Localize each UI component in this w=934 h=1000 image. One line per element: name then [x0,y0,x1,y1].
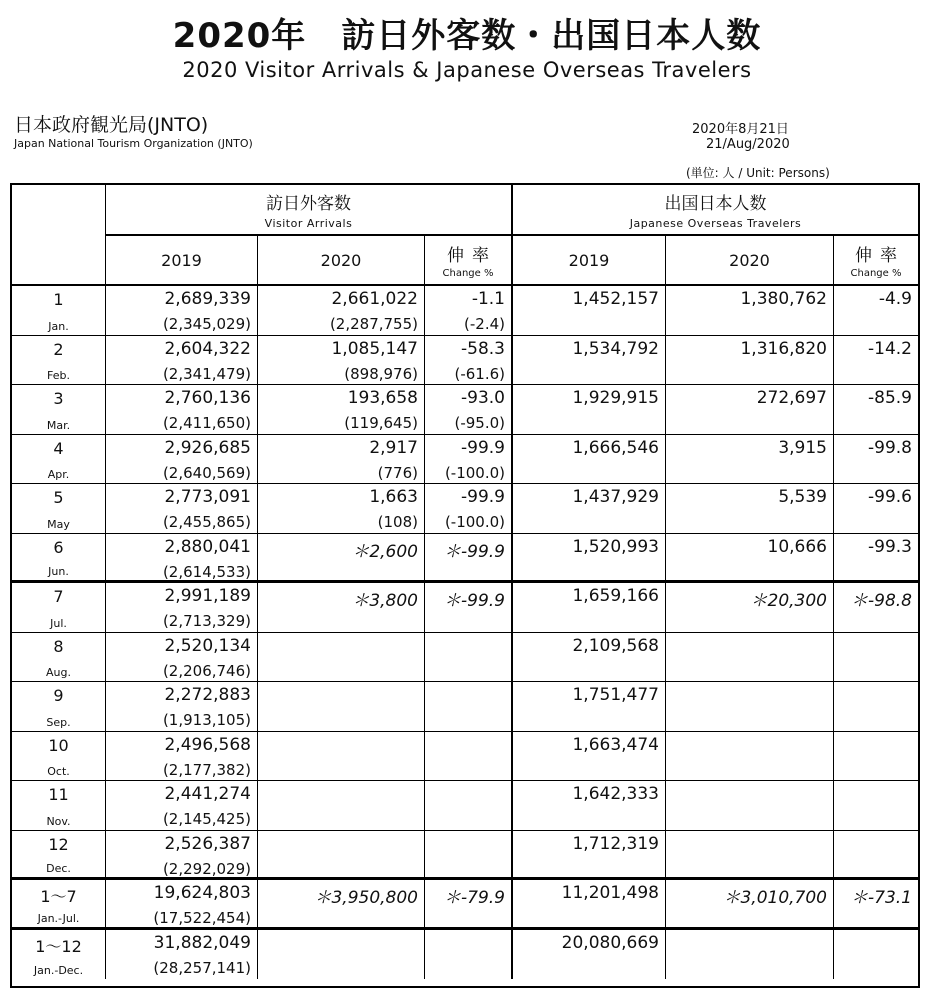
month-number: 1〜7 [40,887,77,906]
month-number: 5 [53,488,64,507]
primary-value: -58.3 [461,338,505,359]
month-name: May [47,517,70,531]
bracket-value: (119,645) [344,414,418,432]
organization-name-jp: 日本政府観光局(JNTO) [14,114,209,136]
publish-date-jp: 2020年8月21日 [692,122,789,137]
visitor-change-header [425,236,513,286]
change-label-jp: 伸率 [447,246,497,266]
primary-value: 1,452,157 [572,289,659,309]
bracket-value: (28,257,141) [153,958,251,977]
primary-value: -99.6 [868,487,912,507]
visitor-change-cell [425,484,513,534]
primary-value: ＊3,800 [352,591,418,611]
month-name: Jan.-Jul. [37,911,80,925]
primary-value: ＊20,300 [750,591,827,611]
bracket-value: (-100.0) [444,513,505,531]
month-name: Jul. [50,616,67,630]
bracket-value: (2,640,569) [162,463,251,482]
visitor-2020-cell [258,682,425,732]
overseas-2019-cell [513,880,666,930]
overseas-2020-cell [666,633,834,683]
overseas-2019-cell [513,781,666,831]
visitor-2019-cell [106,930,258,980]
primary-value: 1,642,333 [572,784,659,804]
overseas-change-cell [834,930,918,980]
month-cell [12,484,106,534]
primary-value: 2,604,322 [164,338,251,359]
overseas-2020-cell [666,484,834,534]
overseas-change-cell [834,583,918,633]
month-cell [12,583,106,633]
visitor-2019-cell [106,385,258,435]
visitor-change-cell [425,880,513,930]
overseas-2019-cell [513,633,666,683]
primary-value: 20,080,669 [561,932,659,953]
overseas-change-cell [834,336,918,386]
visitor-2019-cell [106,336,258,386]
overseas-2019-header [513,236,666,286]
primary-value: ＊-73.1 [851,888,912,908]
visitor-arrivals-title-en: Visitor Arrivals [264,217,353,230]
primary-value: 11,201,498 [561,883,659,903]
primary-value: -99.3 [868,536,912,557]
visitor-2019-cell [106,435,258,485]
overseas-change-cell [834,880,918,930]
primary-value: ＊-79.9 [444,888,505,908]
primary-value: 2,760,136 [164,388,251,408]
primary-value: 2,917 [369,437,418,458]
visitor-2020-header [258,236,425,286]
month-cell [12,633,106,683]
overseas-2020-cell [666,286,834,336]
visitor-2019-cell [106,880,258,930]
month-name: Oct. [47,765,70,778]
overseas-2020-cell [666,435,834,485]
visitor-2020-cell [258,534,425,584]
visitor-2019-cell [106,732,258,782]
primary-value: -14.2 [868,338,912,359]
overseas-change-cell [834,286,918,336]
bracket-value: (2,177,382) [162,760,251,779]
overseas-2019-cell [513,385,666,435]
bracket-value: (2,145,425) [162,810,251,828]
primary-value: -99.9 [461,437,505,458]
overseas-change-cell [834,633,918,683]
visitor-2020-cell [258,286,425,336]
primary-value: 1,751,477 [572,685,659,705]
statistics-table [10,183,920,988]
visitor-change-cell [425,435,513,485]
overseas-change-cell [834,534,918,584]
bracket-value: (2,614,533) [162,562,251,581]
month-name: Jan. [48,319,69,333]
bracket-value: (898,976) [344,364,418,383]
primary-value: -85.9 [868,388,912,408]
visitor-2020-cell [258,781,425,831]
visitor-2020-cell [258,831,425,881]
month-name: Mar. [46,418,71,432]
visitor-2019-header [106,236,258,286]
bracket-value: (2,455,865) [162,513,251,531]
bracket-value: (-2.4) [464,315,505,333]
primary-value: 2,109,568 [572,635,659,656]
overseas-change-cell [834,484,918,534]
primary-value: ＊-98.8 [851,591,912,611]
overseas-2019-cell [513,286,666,336]
month-name: Nov. [46,814,71,828]
month-cell [12,385,106,435]
organization-name-en: Japan National Tourism Organization (JNTO) [14,137,253,150]
visitor-2020-cell [258,435,425,485]
visitor-2020-cell [258,732,425,782]
primary-value: 1,437,929 [572,487,659,507]
bracket-value: (2,287,755) [329,315,418,333]
month-number: 1 [53,290,64,309]
visitor-2019-cell [106,286,258,336]
primary-value: 10,666 [767,536,827,557]
visitor-change-cell [425,732,513,782]
page-title-en: 2020 Visitor Arrivals & Japanese Overseas Travelers [182,58,752,82]
overseas-2019-cell [513,732,666,782]
overseas-travelers-title-en: Japanese Overseas Travelers [629,217,802,230]
month-cell [12,831,106,881]
month-cell [12,781,106,831]
visitor-change-cell [425,682,513,732]
bracket-value: (2,713,329) [162,612,251,630]
month-name: Dec. [46,862,71,875]
bracket-value: (17,522,454) [153,909,251,927]
overseas-change-cell [834,831,918,881]
primary-value: 1,085,147 [331,338,418,359]
month-cell [12,435,106,485]
primary-value: -1.1 [471,289,505,309]
overseas-2020-cell [666,831,834,881]
unit-label: (単位: 人 / Unit: Persons) [686,166,830,180]
primary-value: 1,534,792 [572,338,659,359]
visitor-2019-cell [106,682,258,732]
overseas-change-cell [834,385,918,435]
visitor-2019-cell [106,633,258,683]
visitor-2020-cell [258,583,425,633]
overseas-change-cell [834,682,918,732]
overseas-2019-cell [513,831,666,881]
overseas-change-cell [834,435,918,485]
primary-value: 193,658 [347,388,418,408]
overseas-2020-cell [666,781,834,831]
visitor-2020-cell [258,880,425,930]
overseas-travelers-header [513,185,918,236]
bracket-value: (2,341,479) [162,364,251,383]
overseas-2020-cell [666,336,834,386]
primary-value: 1,666,546 [572,437,659,458]
visitor-2020-cell [258,385,425,435]
visitor-change-cell [425,781,513,831]
primary-value: 2,880,041 [164,536,251,557]
bracket-value: (2,345,029) [162,315,251,333]
month-name: Jun. [48,565,69,578]
month-number: 12 [48,834,69,854]
primary-value: 2,496,568 [164,734,251,755]
visitor-2019-cell [106,583,258,633]
change-label-en: Change % [850,268,902,279]
bracket-value: (1,913,105) [162,711,251,729]
bracket-value: (2,206,746) [162,661,251,680]
primary-value: 2,689,339 [164,289,251,309]
month-number: 10 [48,735,69,755]
month-number: 8 [53,636,64,656]
primary-value: 1,520,993 [572,536,659,557]
year-label: 2020 [320,250,362,270]
month-number: 3 [53,389,64,408]
overseas-2020-header [666,236,834,286]
overseas-2019-cell [513,435,666,485]
primary-value: ＊2,600 [352,541,418,562]
month-name: Feb. [47,369,70,382]
year-label: 2019 [161,250,202,270]
year-label: 2019 [568,250,610,270]
primary-value: 2,991,189 [164,586,251,606]
primary-value: -4.9 [878,289,912,309]
month-cell [12,286,106,336]
bracket-value: (108) [377,513,418,531]
bracket-value: (-100.0) [444,463,505,482]
visitor-2019-cell [106,534,258,584]
page-title-jp: 2020年 訪日外客数・出国日本人数 [172,16,762,56]
month-cell [12,336,106,386]
primary-value: 2,926,685 [164,437,251,458]
overseas-change-header [834,236,918,286]
visitor-change-cell [425,583,513,633]
overseas-2020-cell [666,930,834,980]
overseas-2020-cell [666,732,834,782]
month-name: Jan.-Dec. [33,964,84,977]
month-number: 7 [53,587,64,606]
month-cell [12,534,106,584]
primary-value: 1,316,820 [740,338,827,359]
primary-value: ＊-99.9 [444,541,505,562]
bracket-value: (776) [377,463,418,482]
visitor-arrivals-title-jp: 訪日外客数 [266,194,351,214]
primary-value: 272,697 [756,388,827,408]
overseas-2019-cell [513,534,666,584]
primary-value: ＊-99.9 [444,591,505,611]
overseas-change-cell [834,781,918,831]
visitor-2020-cell [258,633,425,683]
visitor-2019-cell [106,781,258,831]
visitor-change-cell [425,336,513,386]
primary-value: 19,624,803 [153,883,251,903]
month-number: 1〜12 [35,936,82,956]
primary-value: 1,659,166 [572,586,659,606]
visitor-2020-cell [258,484,425,534]
primary-value: -93.0 [461,388,505,408]
month-number: 6 [53,537,64,557]
overseas-travelers-title-jp: 出国日本人数 [664,194,767,214]
bracket-value: (2,292,029) [162,859,251,878]
primary-value: 2,272,883 [164,685,251,705]
primary-value: ＊3,950,800 [314,888,418,908]
overseas-2019-cell [513,583,666,633]
visitor-change-cell [425,633,513,683]
overseas-2020-cell [666,534,834,584]
publish-date-en: 21/Aug/2020 [706,137,790,152]
visitor-2020-cell [258,336,425,386]
primary-value: 1,663 [369,487,418,507]
primary-value: -99.9 [461,487,505,507]
change-label-jp: 伸率 [855,246,905,266]
overseas-2020-cell [666,682,834,732]
month-name: Aug. [46,666,71,679]
month-cell [12,682,106,732]
visitor-change-cell [425,286,513,336]
month-cell [12,880,106,930]
primary-value: 2,441,274 [164,784,251,804]
visitor-change-cell [425,534,513,584]
change-label-en: Change % [442,268,494,279]
primary-value: 31,882,049 [153,932,251,953]
overseas-2019-cell [513,930,666,980]
header-corner-cell [12,185,106,286]
primary-value: 2,526,387 [164,833,251,854]
visitor-change-cell [425,831,513,881]
overseas-2020-cell [666,880,834,930]
bracket-value: (2,411,650) [162,414,251,432]
visitor-change-cell [425,385,513,435]
overseas-2020-cell [666,583,834,633]
overseas-change-cell [834,732,918,782]
overseas-2019-cell [513,336,666,386]
visitor-2019-cell [106,831,258,881]
primary-value: 2,520,134 [164,635,251,656]
visitor-2020-cell [258,930,425,980]
overseas-2019-cell [513,484,666,534]
month-name: Apr. [47,468,70,481]
primary-value: 2,661,022 [331,289,418,309]
month-number: 2 [53,339,64,359]
primary-value: ＊3,010,700 [723,888,827,908]
month-name: Sep. [46,715,71,729]
primary-value: 1,380,762 [740,289,827,309]
primary-value: 1,663,474 [572,734,659,755]
month-number: 11 [48,785,69,804]
primary-value: 1,929,915 [572,388,659,408]
visitor-2019-cell [106,484,258,534]
primary-value: 2,773,091 [164,487,251,507]
overseas-2019-cell [513,682,666,732]
visitor-change-cell [425,930,513,980]
bracket-value: (-61.6) [454,364,505,383]
month-number: 4 [53,438,64,458]
primary-value: 5,539 [778,487,827,507]
visitor-arrivals-header [106,185,513,236]
bracket-value: (-95.0) [454,414,505,432]
year-label: 2020 [729,250,770,270]
month-cell [12,732,106,782]
month-number: 9 [53,686,64,705]
overseas-2020-cell [666,385,834,435]
primary-value: -99.8 [868,437,912,458]
primary-value: 1,712,319 [572,833,659,854]
month-cell [12,930,106,980]
primary-value: 3,915 [778,437,827,458]
